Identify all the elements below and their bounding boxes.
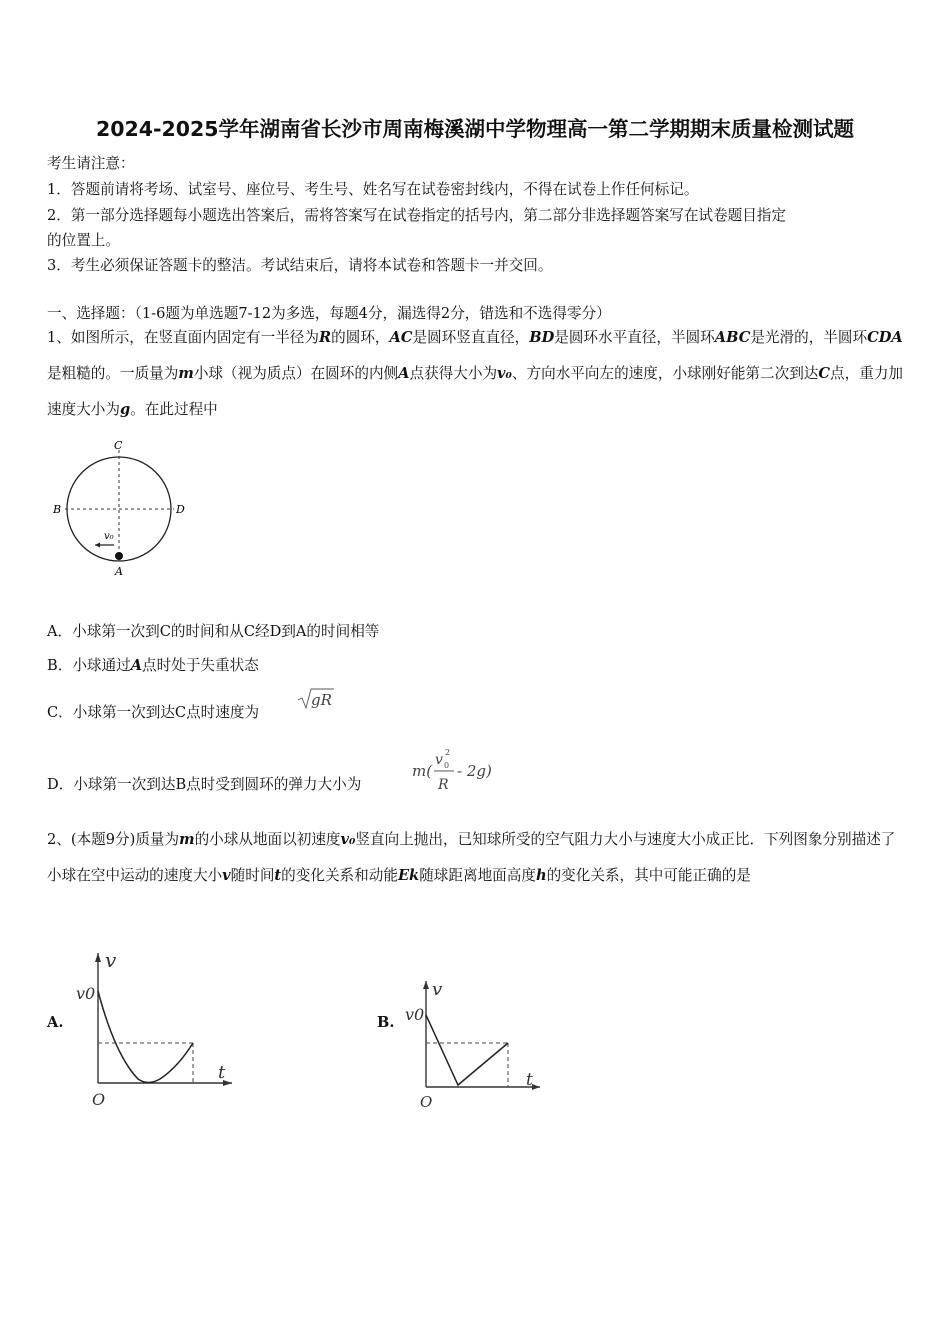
question-1-stem: 1、如图所示，在竖直面内固定有一半径为R的圆环，AC是圆环竖直直径，BD是圆环水平直径，半圆环ABC是光滑的，半圆环CDA是粗糙的。一质量为m小球（视为质点）在圆环的内侧A点获得大小为v₀、方向水平向左的速度，小球刚好能第二次到达C点，重力加速度大小为g。在此过程中 bbox=[47, 329, 904, 418]
svg-text:R: R bbox=[438, 777, 449, 793]
label-C: C bbox=[114, 439, 123, 452]
graph-a-t-label: t bbox=[218, 1062, 226, 1083]
label-D: D bbox=[176, 503, 185, 516]
notice-item-1: 1．答题前请将考场、试室号、座位号、考生号、姓名写在试卷密封线内，不得在试卷上作任何标记。 bbox=[47, 181, 699, 198]
label-A: A bbox=[115, 565, 123, 578]
graph-a-y-arrow bbox=[95, 953, 101, 962]
graph-a-origin: O bbox=[92, 1090, 106, 1109]
graph-a-curve bbox=[98, 991, 193, 1083]
label-v0: v₀ bbox=[104, 531, 114, 542]
svg-text:v: v bbox=[435, 752, 443, 768]
graph-b-v-label: v bbox=[432, 979, 443, 1000]
page-title: 2024-2025学年湖南省长沙市周南梅溪湖中学物理高一第二学期期末质量检测试题 bbox=[95, 117, 855, 141]
section-heading: 一、选择题：（1-6题为单选题7-12为多选，每题4分，漏选得2分，错选和不选得零分） bbox=[47, 305, 611, 322]
graph-b-y-arrow bbox=[423, 981, 429, 989]
svg-text:gR: gR bbox=[311, 691, 332, 709]
circle-ring-figure bbox=[48, 438, 198, 580]
velocity-arrow-head bbox=[95, 543, 100, 548]
graph-b-t-label: t bbox=[526, 1070, 533, 1090]
graph-b-v0-label: v0 bbox=[405, 1005, 425, 1024]
notice-item-2-cont: 的位置上。 bbox=[47, 232, 120, 249]
q1-option-d: D．小球第一次到达B点时受到圆环的弹力大小为 bbox=[47, 776, 362, 793]
q2-option-b-label: B. bbox=[377, 1014, 395, 1031]
sqrt-gR-formula bbox=[296, 686, 336, 712]
graph-a bbox=[70, 945, 240, 1110]
svg-text:m(: m( bbox=[412, 762, 433, 780]
graph-b-line bbox=[426, 1015, 508, 1085]
q1-option-c: C．小球第一次到达C点时速度为 bbox=[47, 704, 260, 721]
graph-b-x-arrow bbox=[532, 1084, 540, 1090]
svg-text:2: 2 bbox=[445, 748, 451, 757]
graph-a-v-label: v bbox=[105, 948, 117, 972]
notice-item-2: 2．第一部分选择题每小题选出答案后，需将答案写在试卷指定的括号内，第二部分非选择题答案写在试卷题目指定 bbox=[47, 207, 786, 224]
svg-text:0: 0 bbox=[444, 761, 450, 770]
elastic-force-formula bbox=[410, 744, 510, 796]
graph-b bbox=[400, 975, 545, 1110]
q1-option-b: B．小球通过A点时处于失重状态 bbox=[47, 657, 259, 674]
svg-text:- 2g): - 2g) bbox=[457, 762, 492, 780]
graph-a-v0-label: v0 bbox=[76, 984, 96, 1003]
notice-item-3: 3．考生必须保证答题卡的整洁。考试结束后，请将本试卷和答题卡一并交回。 bbox=[47, 257, 553, 274]
label-B: B bbox=[53, 503, 62, 516]
question-2-stem: 2、(本题9分)质量为m的小球从地面以初速度v₀竖直向上抛出，已知球所受的空气阻力大小与速度大小成正比．下列图象分别描述了小球在空中运动的速度大小v随时间t的变化关系和动能Ek随球距离地面高度h的变化关系，其中可能正确的是 bbox=[47, 831, 896, 884]
graph-b-origin: O bbox=[420, 1093, 433, 1110]
q2-option-a-label: A. bbox=[47, 1014, 64, 1031]
q1-option-a: A．小球第一次到C的时间和从C经D到A的时间相等 bbox=[47, 623, 380, 640]
notice-heading: 考生请注意： bbox=[47, 155, 135, 172]
ball bbox=[115, 552, 123, 560]
